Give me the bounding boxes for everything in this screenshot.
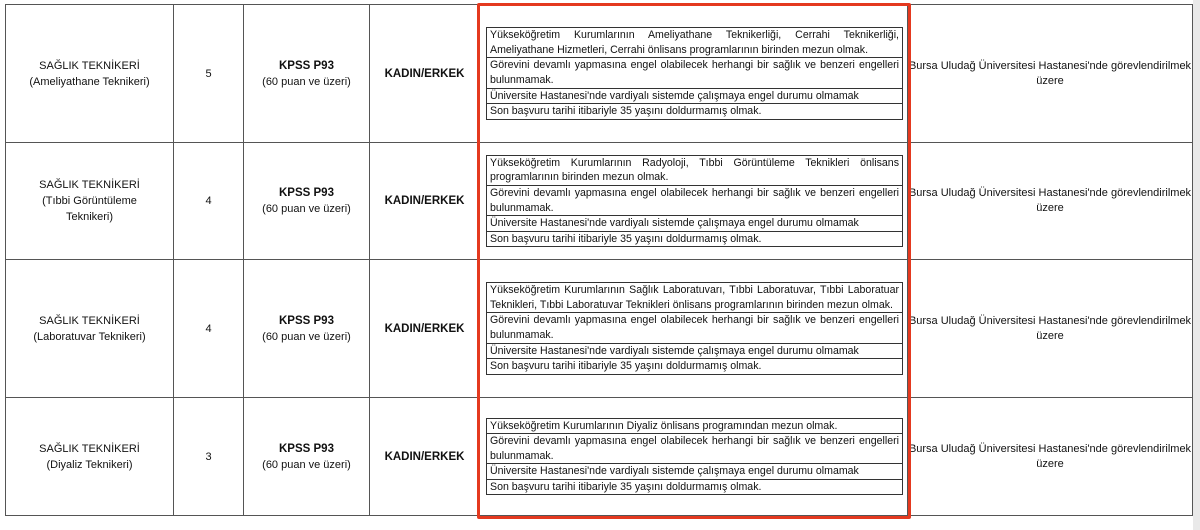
gender-cell: KADIN/ERKEK xyxy=(370,260,480,398)
position-title: SAĞLIK TEKNİKERİ xyxy=(39,179,140,191)
exam-type: KPSS P93 xyxy=(279,314,334,327)
requirement-item: Yükseköğretim Kurumlarının Ameliyathane Teknikerliği, Cerrahi Teknikerliği, Ameliyathane Hizmetleri, Cerrahi önlisans programlarının birinden mezun olmak. xyxy=(487,28,902,58)
requirement-item: Üniversite Hastanesi'nde vardiyalı sistemde çalışmaya engel durumu olmamak xyxy=(487,89,902,105)
position-title: SAĞLIK TEKNİKERİ xyxy=(39,442,140,455)
table-row xyxy=(6,398,1193,516)
requirements-cell xyxy=(480,143,908,260)
table-row xyxy=(6,5,1193,143)
requirement-item: Son başvuru tarihi itibariyle 35 yaşını doldurmamış olmak. xyxy=(490,480,762,493)
job-listing-table xyxy=(5,4,1193,516)
requirements-list xyxy=(486,418,903,496)
requirement-item: Yükseköğretim Kurumlarının Sağlık Laboratuvarı, Tıbbi Laboratuvar, Tıbbi Laboratuar Teknikleri, Tıbbi Laboratuvar Teknikleri önlisans programlarının birinden mezun olmak. xyxy=(487,283,902,313)
position-title: SAĞLIK TEKNİKERİ xyxy=(39,59,140,72)
requirement-item: Görevini devamlı yapmasına engel olabilecek herhangi bir sağlık ve benzeri engelleri bulunmamak. xyxy=(487,313,902,343)
position-specialty: (Laboratuvar Teknikeri) xyxy=(33,330,146,343)
requirement-item: Yükseköğretim Kurumlarının Radyoloji, Tıbbi Görüntüleme Teknikleri önlisans programlarının birinden mezun olmak. xyxy=(487,156,902,186)
position-specialty: (Diyaliz Teknikeri) xyxy=(46,458,133,471)
requirement-item: Üniversite Hastanesi'nde vardiyalı sistemde çalışmaya engel durumu olmamak xyxy=(487,344,902,360)
position-cell xyxy=(6,398,174,516)
requirement-item: Son başvuru tarihi itibariyle 35 yaşını doldurmamış olmak. xyxy=(490,105,762,118)
exam-cell xyxy=(244,5,370,143)
gender-cell: KADIN/ERKEK xyxy=(370,143,480,260)
requirement-item: Üniversite Hastanesi'nde vardiyalı sistemde çalışmaya engel durumu olmamak xyxy=(487,216,902,232)
requirement-item: Son başvuru tarihi itibariyle 35 yaşını doldurmamış olmak. xyxy=(490,232,762,245)
requirement-item: Görevini devamlı yapmasına engel olabilecek herhangi bir sağlık ve benzeri engelleri bulunmamak. xyxy=(487,434,902,464)
requirements-list xyxy=(486,155,903,248)
requirements-cell xyxy=(480,398,908,516)
exam-cell xyxy=(244,143,370,260)
position-cell xyxy=(6,5,174,143)
exam-score: (60 puan ve üzeri) xyxy=(262,330,351,343)
position-specialty: (Ameliyathane Teknikeri) xyxy=(29,75,150,88)
gender-cell: KADIN/ERKEK xyxy=(370,5,480,143)
requirements-list xyxy=(486,27,903,120)
location-cell: Bursa Uludağ Üniversitesi Hastanesi'nde görevlendirilmek üzere xyxy=(908,260,1193,398)
page-edge xyxy=(1193,0,1200,530)
table-body xyxy=(6,5,1193,516)
exam-type: KPSS P93 xyxy=(279,59,334,72)
location-cell: Bursa Uludağ Üniversitesi Hastanesi'nde görevlendirilmek üzere xyxy=(908,5,1193,143)
table-row xyxy=(6,260,1193,398)
exam-cell xyxy=(244,260,370,398)
gender-cell: KADIN/ERKEK xyxy=(370,398,480,516)
count-cell: 4 xyxy=(174,260,244,398)
position-cell xyxy=(6,143,174,260)
requirement-item: Görevini devamlı yapmasına engel olabilecek herhangi bir sağlık ve benzeri engelleri bulunmamak. xyxy=(487,186,902,216)
exam-score: (60 puan ve üzeri) xyxy=(262,458,351,471)
position-title: SAĞLIK TEKNİKERİ xyxy=(39,314,140,327)
exam-type: KPSS P93 xyxy=(279,442,334,455)
requirements-list xyxy=(486,282,903,375)
count-cell: 3 xyxy=(174,398,244,516)
exam-cell xyxy=(244,398,370,516)
exam-type: KPSS P93 xyxy=(279,187,334,199)
requirement-item: Üniversite Hastanesi'nde vardiyalı sistemde çalışmaya engel durumu olmamak xyxy=(487,464,902,480)
location-cell: Bursa Uludağ Üniversitesi Hastanesi'nde görevlendirilmek üzere xyxy=(908,398,1193,516)
position-specialty: (Tıbbi Görüntüleme Teknikeri) xyxy=(42,195,137,223)
requirement-item: Görevini devamlı yapmasına engel olabilecek herhangi bir sağlık ve benzeri engelleri bulunmamak. xyxy=(487,58,902,88)
requirements-cell xyxy=(480,5,908,143)
location-cell: Bursa Uludağ Üniversitesi Hastanesi'nde görevlendirilmek üzere xyxy=(908,143,1193,260)
position-cell xyxy=(6,260,174,398)
exam-score: (60 puan ve üzeri) xyxy=(262,75,351,88)
requirement-item: Yükseköğretim Kurumlarının Diyaliz önlisans programından mezun olmak. xyxy=(487,419,902,435)
table-row xyxy=(6,143,1193,260)
requirements-cell xyxy=(480,260,908,398)
count-cell: 5 xyxy=(174,5,244,143)
exam-score: (60 puan ve üzeri) xyxy=(262,203,351,215)
requirement-item: Son başvuru tarihi itibariyle 35 yaşını doldurmamış olmak. xyxy=(490,360,762,373)
count-cell: 4 xyxy=(174,143,244,260)
